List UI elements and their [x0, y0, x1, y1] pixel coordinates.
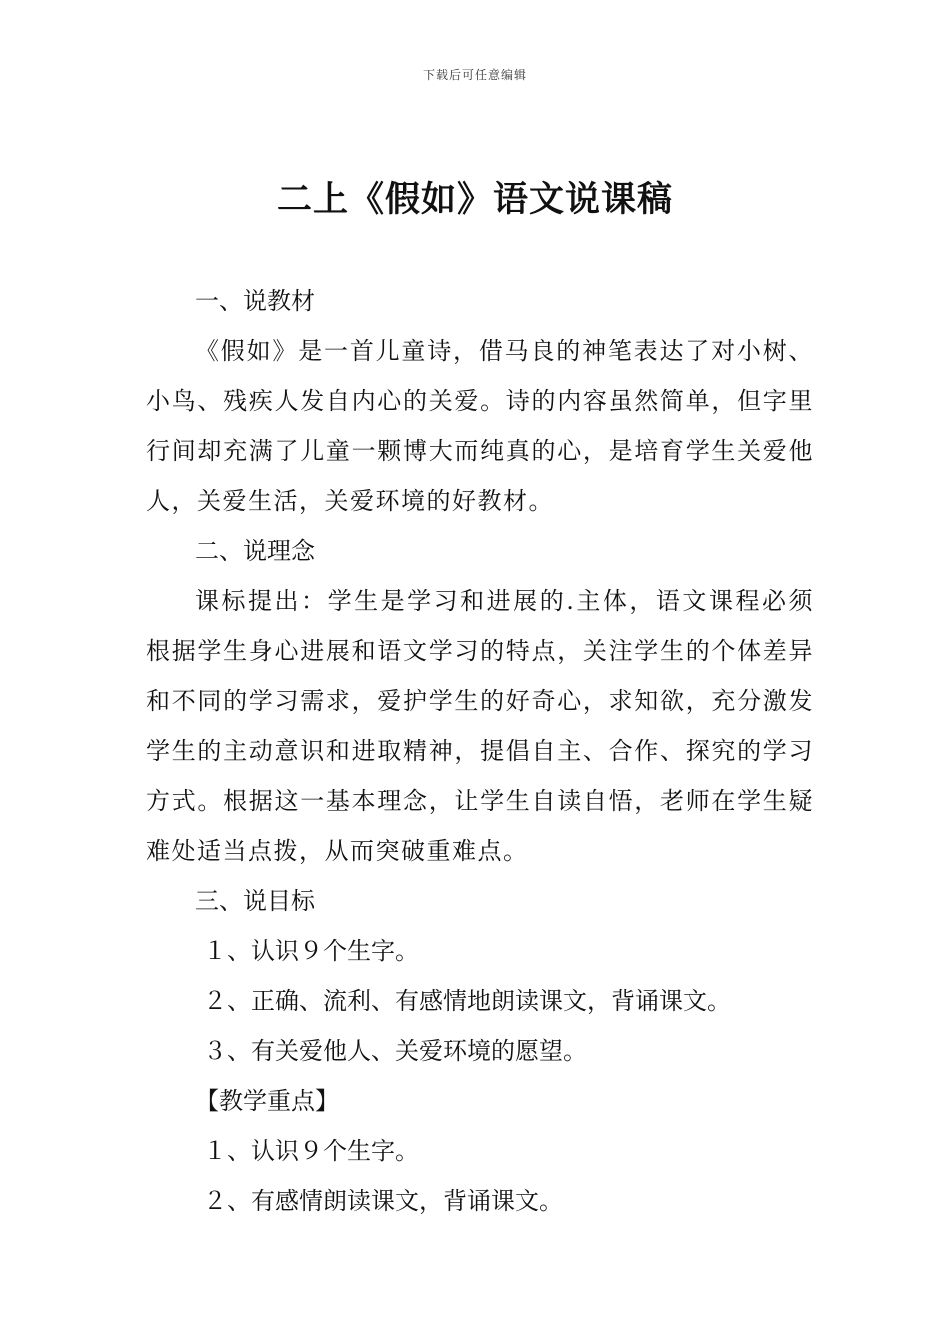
- section-heading-goals: 三、说目标: [195, 887, 315, 915]
- section-paragraph-textbook: 《假如》是一首儿童诗，借马良的神笔表达了对小树、小鸟、残疾人发自内心的关爱。诗的内容虽然简单，但字里行间却充满了儿童一颗博大而纯真的心，是培育学生关爱他人，关爱生活，关爱环境的好教材。: [146, 337, 814, 515]
- section-heading-textbook: 一、说教材: [195, 287, 315, 315]
- section-paragraph-philosophy: 课标提出：学生是学习和进展的.主体，语文课程必须根据学生身心进展和语文学习的特点，关注学生的个体差异和不同的学习需求，爱护学生的好奇心，求知欲，充分激发学生的主动意识和进取精神，提倡自主、合作、探究的学习方式。根据这一基本理念，让学生自读自悟，老师在学生疑难处适当点拨，从而突破重难点。: [146, 587, 814, 865]
- key-point-item-2: ２、有感情朗读课文，背诵课文。: [203, 1187, 563, 1215]
- page-header-note: 下载后可任意编辑: [422, 68, 527, 82]
- document-title: 二上《假如》语文说课稿: [276, 180, 673, 220]
- goal-item-2: ２、正确、流利、有感情地朗读课文，背诵课文。: [203, 987, 731, 1015]
- goal-item-1: １、认识９个生字。: [203, 937, 419, 965]
- key-point-item-1: １、认识９个生字。: [203, 1137, 419, 1165]
- section-heading-philosophy: 二、说理念: [195, 537, 315, 565]
- goal-item-3: ３、有关爱他人、关爱环境的愿望。: [203, 1037, 587, 1065]
- section-heading-key-points: 【教学重点】: [195, 1087, 339, 1115]
- document-body: [146, 276, 814, 1226]
